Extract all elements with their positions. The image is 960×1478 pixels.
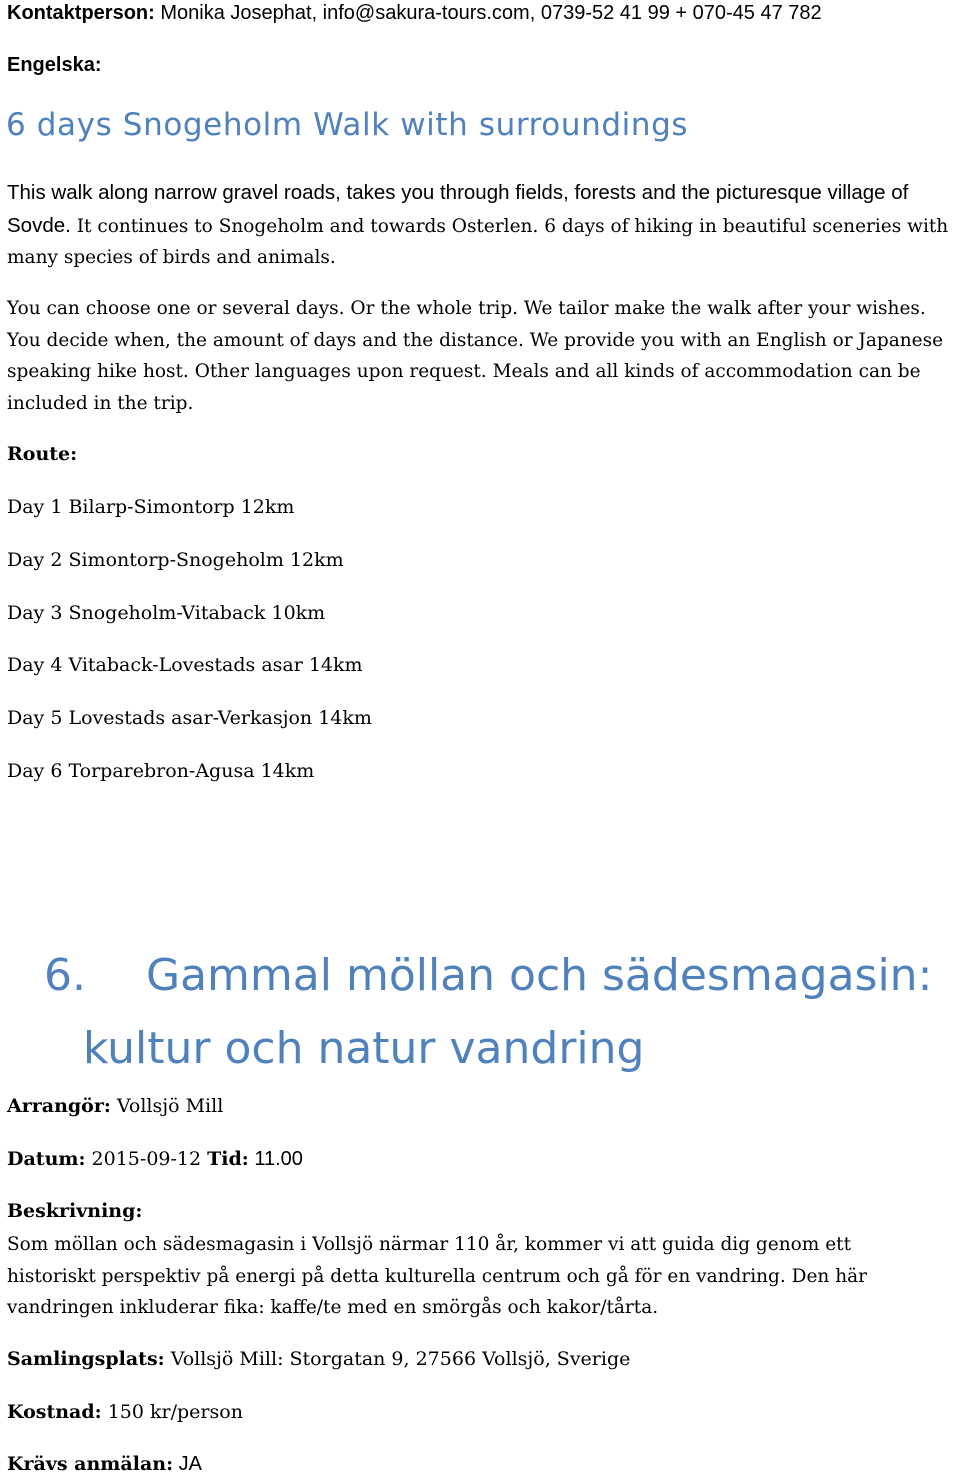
date-value: 2015-09-12 (85, 1148, 208, 1170)
date-label: Datum: (7, 1148, 86, 1170)
arranger-value: Vollsjö Mill (110, 1095, 224, 1117)
arranger-line (7, 1093, 223, 1119)
signup-line (7, 1451, 202, 1477)
contact-value: Monika Josephat, info@sakura-tours.com, 0739-52 41 99 + 070-45 47 782 (154, 2, 822, 24)
english-label: Engelska: (7, 54, 102, 76)
meeting-line (7, 1346, 630, 1372)
date-line (7, 1146, 303, 1172)
english-intro-serif: It continues to Snogeholm and towards Osterlen. 6 days of hiking in beautiful sceneries with many species of birds and animals. (7, 215, 949, 268)
arranger-label: Arrangör: (7, 1095, 111, 1117)
english-intro (7, 177, 957, 274)
signup-label: Krävs anmälan: (7, 1453, 174, 1475)
route-day-2: Day 2 Simontorp-Snogeholm 12km (7, 549, 344, 571)
route-day-6: Day 6 Torparebron-Agusa 14km (7, 760, 315, 782)
event-number: 6. (44, 950, 86, 1001)
meeting-label: Samlingsplats: (7, 1348, 165, 1370)
contact-label: Kontaktperson: (7, 2, 155, 24)
route-day-5: Day 5 Lovestads asar-Verkasjon 14km (7, 707, 372, 729)
time-value: 11.00 (248, 1148, 303, 1170)
cost-value: 150 kr/person (101, 1401, 243, 1423)
event-title-line-2: kultur och natur vandring (83, 1023, 645, 1074)
route-day-3: Day 3 Snogeholm-Vitaback 10km (7, 602, 326, 624)
route-day-4: Day 4 Vitaback-Lovestads asar 14km (7, 654, 363, 676)
route-label: Route: (7, 443, 78, 465)
description-text: Som möllan och sädesmagasin i Vollsjö närmar 110 år, kommer vi att guida dig genom ett historiskt perspektiv på energi på detta kulturella centrum och gå för en vandring. Den här vandringen inkluderar fika: kaffe/te med en smörgås och kakor/tårta. (7, 1234, 868, 1318)
route-day-1: Day 1 Bilarp-Simontorp 12km (7, 496, 295, 518)
signup-value: JA (173, 1453, 202, 1475)
contact-line (7, 0, 822, 26)
english-title: 6 days Snogeholm Walk with surroundings (6, 107, 689, 143)
cost-line (7, 1399, 243, 1425)
time-label: Tid: (207, 1148, 249, 1170)
cost-label: Kostnad: (7, 1401, 102, 1423)
description-label: Beskrivning: (7, 1200, 143, 1222)
english-paragraph-2: You can choose one or several days. Or the whole trip. We tailor make the walk after your wishes. You decide when, the amount of days and the distance. We provide you with an English or Japanese speaking hike host. Other languages upon request. Meals and all kinds of accommodation can be included in the trip. (7, 298, 944, 414)
event-title-line-1: Gammal möllan och sädesmagasin: (146, 950, 933, 1001)
meeting-value: Vollsjö Mill: Storgatan 9, 27566 Vollsjö, Sverige (164, 1348, 631, 1370)
english-intro-sans: This walk along narrow gravel roads, takes you through fields, forests and the picturesque village of Sovde. (7, 181, 909, 237)
